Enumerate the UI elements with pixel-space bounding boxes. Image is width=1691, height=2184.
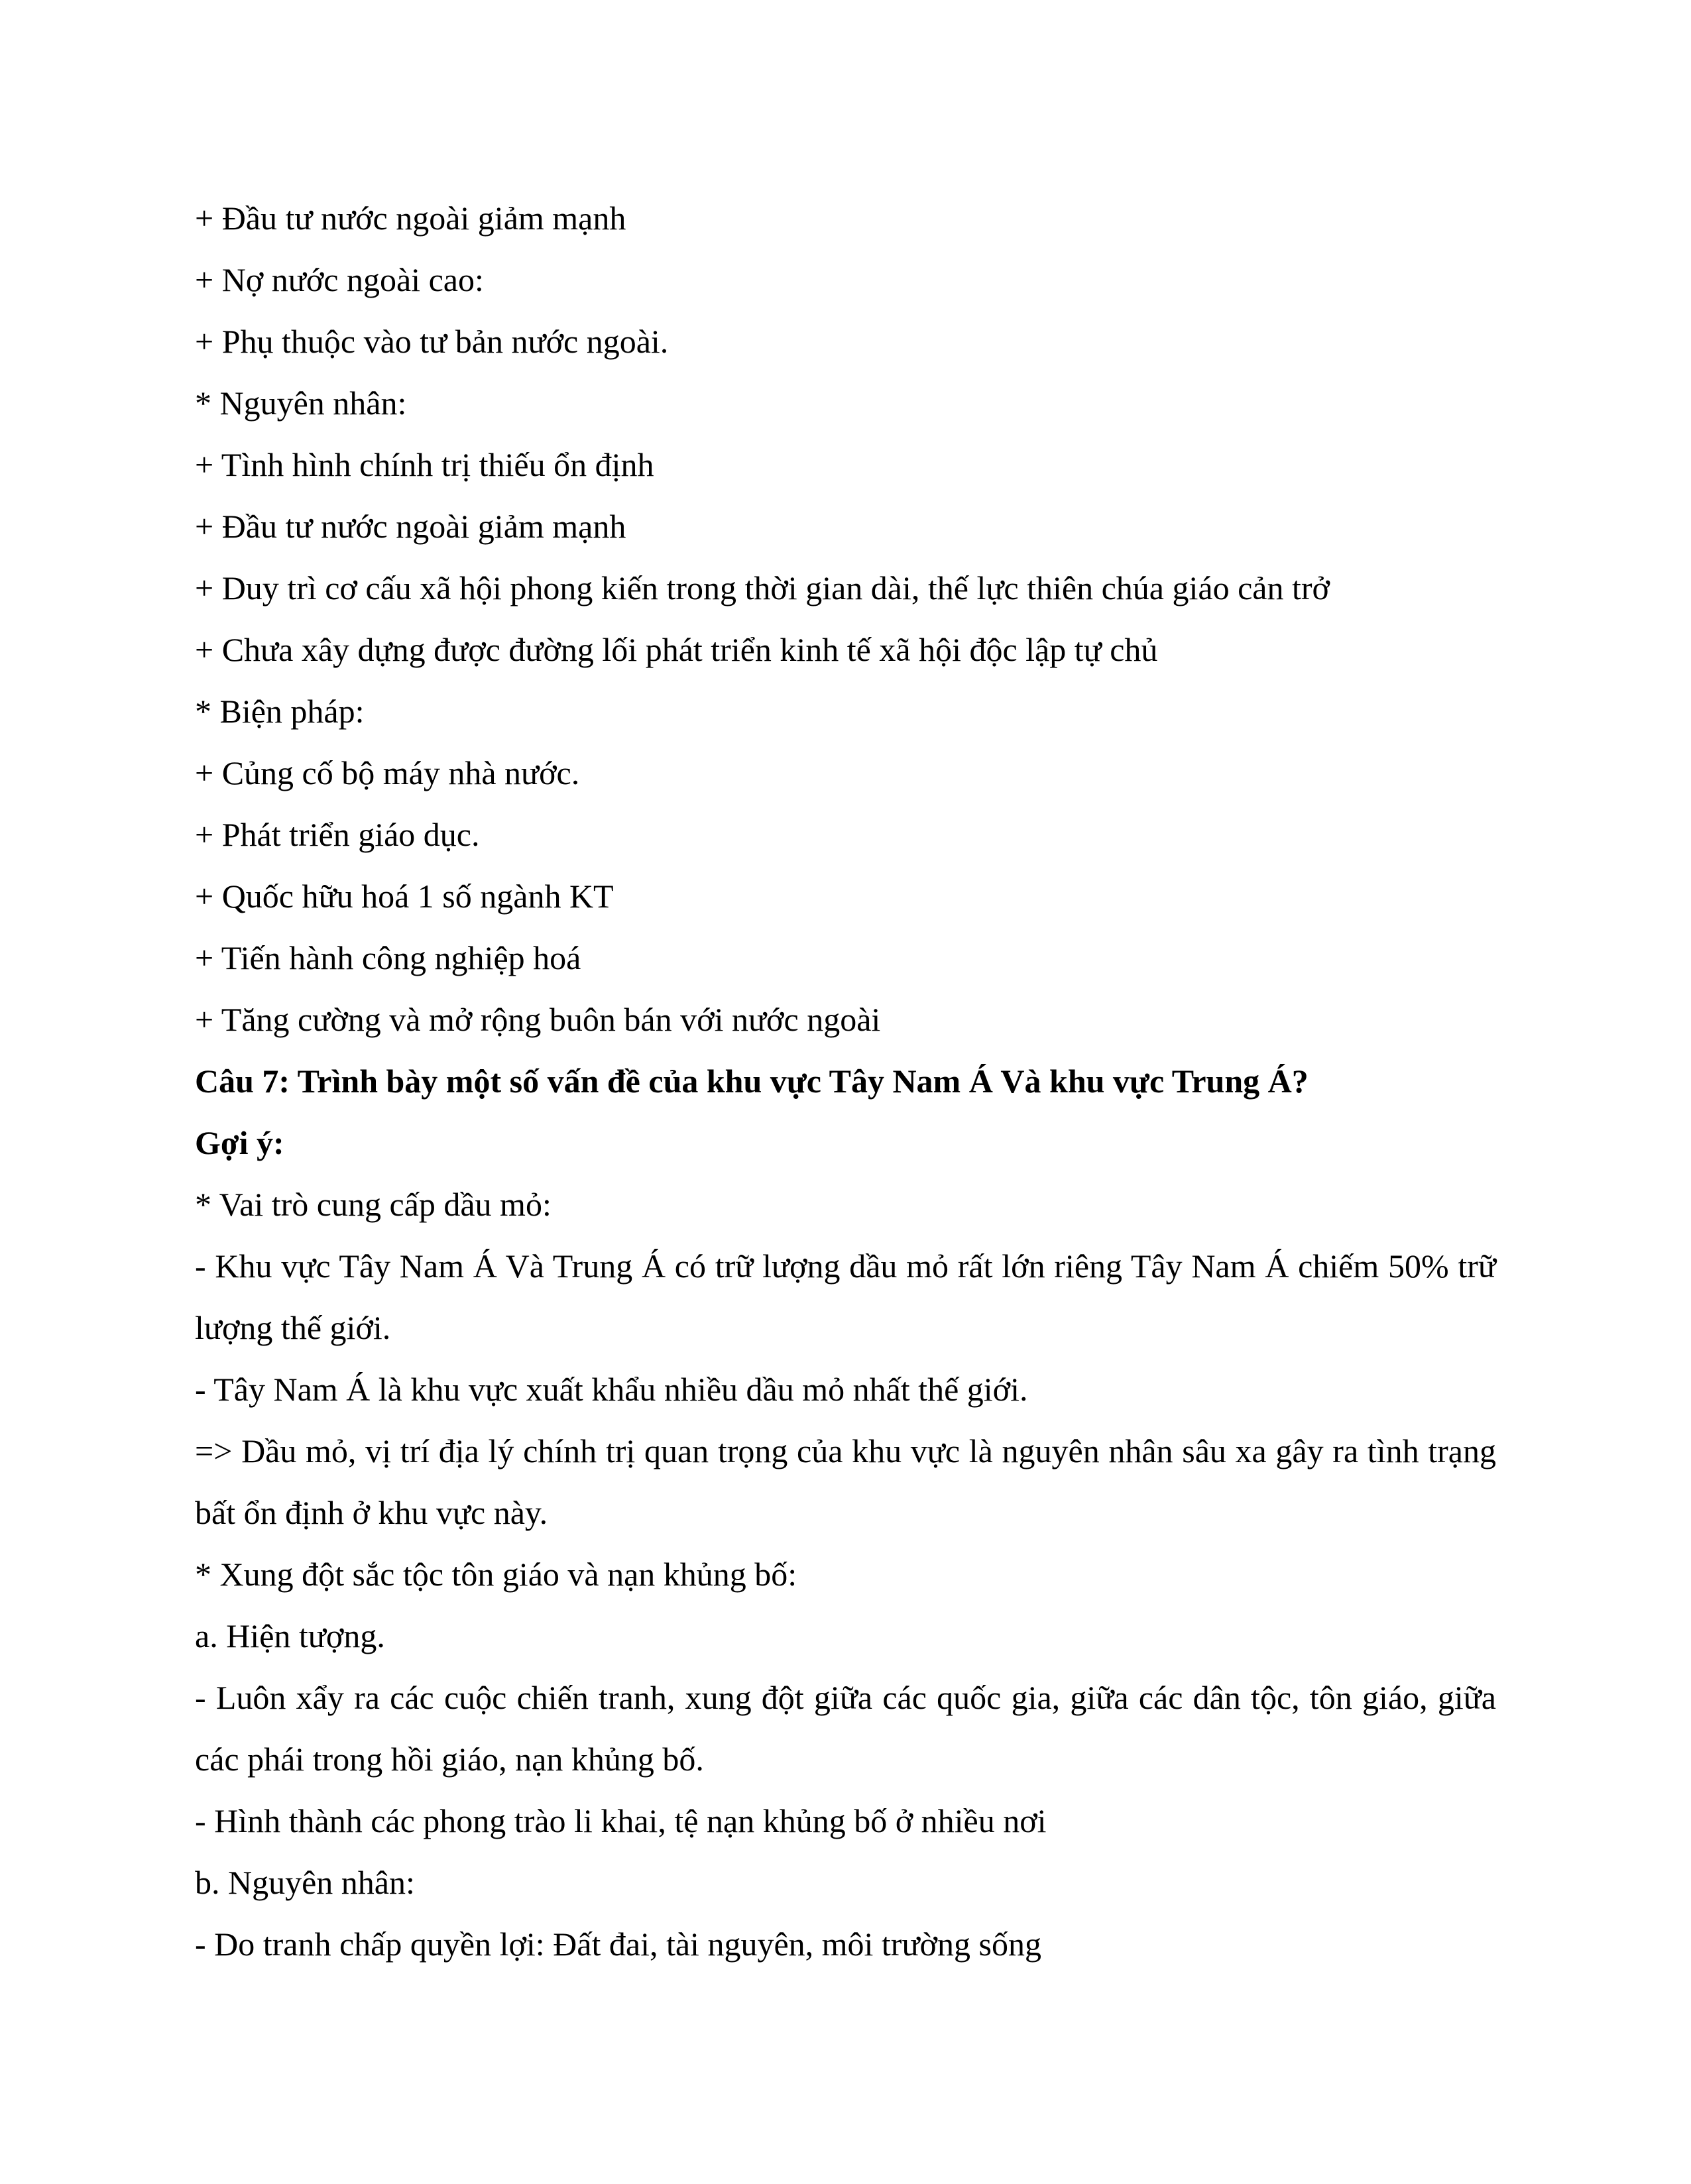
paragraph-oil-conclusion: => Dầu mỏ, vị trí địa lý chính trị quan trọng của khu vực là nguyên nhân sâu xa gây ra tình trạng bất ổn định ở khu vực này. (195, 1432, 1496, 1531)
hint-heading: Gợi ý: (195, 1124, 284, 1161)
heading-measures: * Biện pháp: (195, 693, 365, 730)
paragraph-interest-dispute: - Do tranh chấp quyền lợi: Đất đai, tài nguyên, môi trường sống (195, 1925, 1041, 1963)
paragraph-oil-reserves: - Khu vực Tây Nam Á Và Trung Á có trữ lượng dầu mỏ rất lớn riêng Tây Nam Á chiếm 50% trữ lượng thế giới. (195, 1247, 1496, 1346)
heading-phenomenon: a. Hiện tượng. (195, 1617, 385, 1654)
heading-causes: * Nguyên nhân: (195, 384, 407, 422)
bullet-nationalization: + Quốc hữu hoá 1 số ngành KT (195, 878, 614, 915)
bullet-foreign-investment-drop: + Đầu tư nước ngoài giảm mạnh (195, 200, 626, 237)
question-heading: Câu 7: Trình bày một số vấn đề của khu vực Tây Nam Á Và khu vực Trung Á? (195, 1063, 1309, 1100)
heading-causes-b: b. Nguyên nhân: (195, 1864, 415, 1901)
bullet-no-independent-policy: + Chưa xây dựng được đường lối phát triển kinh tế xã hội độc lập tự chủ (195, 631, 1158, 668)
paragraph-separatism: - Hình thành các phong trào li khai, tệ nạn khủng bố ở nhiều nơi (195, 1802, 1047, 1839)
bullet-political-instability: + Tình hình chính trị thiếu ổn định (195, 446, 654, 483)
bullet-foreign-debt: + Nợ nước ngoài cao: (195, 261, 484, 298)
bullet-dependence-foreign-capital: + Phụ thuộc vào tư bản nước ngoài. (195, 323, 669, 360)
paragraph-wars-conflicts: - Luôn xẩy ra các cuộc chiến tranh, xung đột giữa các quốc gia, giữa các dân tộc, tôn giáo, giữa các phái trong hồi giáo, nạn khủng bố. (195, 1679, 1496, 1778)
bullet-industrialization: + Tiến hành công nghiệp hoá (195, 939, 581, 976)
paragraph-oil-export: - Tây Nam Á là khu vực xuất khẩu nhiều dầu mỏ nhất thế giới. (195, 1371, 1028, 1408)
bullet-expand-trade: + Tăng cường và mở rộng buôn bán với nước ngoài (195, 1001, 881, 1038)
bullet-feudal-structure: + Duy trì cơ cấu xã hội phong kiến trong thời gian dài, thế lực thiên chúa giáo cản trở (195, 569, 1330, 606)
bullet-foreign-investment-drop-2: + Đầu tư nước ngoài giảm mạnh (195, 508, 626, 545)
bullet-strengthen-state: + Củng cố bộ máy nhà nước. (195, 754, 580, 791)
heading-conflict-terrorism: * Xung đột sắc tộc tôn giáo và nạn khủng bố: (195, 1556, 797, 1593)
document-body (195, 188, 1496, 1975)
heading-oil-role: * Vai trò cung cấp dầu mỏ: (195, 1186, 552, 1223)
bullet-develop-education: + Phát triển giáo dục. (195, 816, 480, 853)
